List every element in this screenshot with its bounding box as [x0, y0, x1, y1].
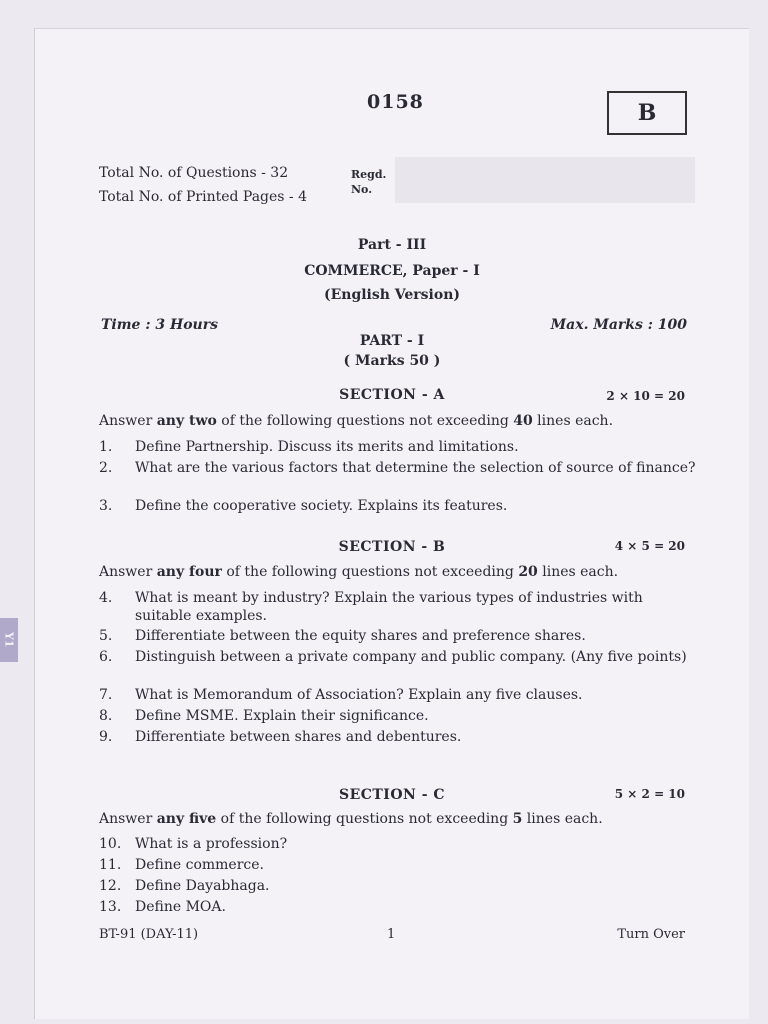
section-c-marks: 5 × 2 = 10 — [614, 787, 685, 801]
question-item: 7. What is Memorandum of Association? Explain any five clauses. — [99, 687, 583, 703]
question-item: 1. Define Partnership. Discuss its merits and limitations. — [99, 439, 519, 455]
question-item: 6. Distinguish between a private company and public company. (Any five points) — [99, 649, 687, 665]
regd-number-box — [395, 157, 695, 203]
question-item: 3. Define the cooperative society. Explains its features. — [99, 498, 508, 514]
question-item: 9. Differentiate between shares and debentures. — [99, 729, 462, 745]
time-label: Time : 3 Hours — [101, 317, 218, 333]
section-a-marks: 2 × 10 = 20 — [606, 389, 685, 403]
section-a-instructions: Answer any two of the following questions not exceeding 40 lines each. — [99, 413, 614, 429]
question-item: 4. What is meant by industry? Explain the various types of industries with suitable examples. — [99, 590, 643, 624]
regd-label: Regd. No. — [351, 168, 387, 196]
subject-title: COMMERCE, Paper - I — [304, 263, 480, 279]
total-pages: Total No. of Printed Pages - 4 — [99, 189, 308, 205]
question-item: 12. Define Dayabhaga. — [99, 878, 270, 894]
side-tab: Y1 — [0, 618, 18, 662]
total-questions: Total No. of Questions - 32 — [99, 165, 289, 181]
max-marks-label: Max. Marks : 100 — [550, 317, 687, 333]
section-b-instructions: Answer any four of the following questions not exceeding 20 lines each. — [99, 564, 619, 580]
footer-code: BT-91 (DAY-11) — [99, 927, 199, 942]
section-c-title: SECTION - C — [338, 787, 446, 803]
question-item: 8. Define MSME. Explain their significance. — [99, 708, 429, 724]
part-one-marks: ( Marks 50 ) — [343, 353, 441, 369]
set-code-box: B — [607, 91, 687, 135]
section-c-instructions: Answer any five of the following questions not exceeding 5 lines each. — [99, 811, 603, 827]
page-number: 1 — [387, 927, 396, 942]
paper-code: 0158 — [367, 91, 424, 113]
turn-over-label: Turn Over — [617, 927, 685, 942]
section-a-title: SECTION - A — [339, 387, 445, 403]
question-item: 2. What are the various factors that determine the selection of source of finance? — [99, 460, 696, 476]
question-item: 13. Define MOA. — [99, 899, 226, 915]
version-title: (English Version) — [323, 287, 461, 303]
section-b-marks: 4 × 5 = 20 — [614, 539, 685, 553]
part-title: Part - III — [357, 237, 427, 253]
section-b-title: SECTION - B — [338, 539, 446, 555]
exam-page — [34, 28, 749, 1019]
question-item: 11. Define commerce. — [99, 857, 264, 873]
question-item: 5. Differentiate between the equity shares and preference shares. — [99, 628, 586, 644]
part-one-title: PART - I — [359, 333, 425, 349]
question-item: 10. What is a profession? — [99, 836, 288, 852]
